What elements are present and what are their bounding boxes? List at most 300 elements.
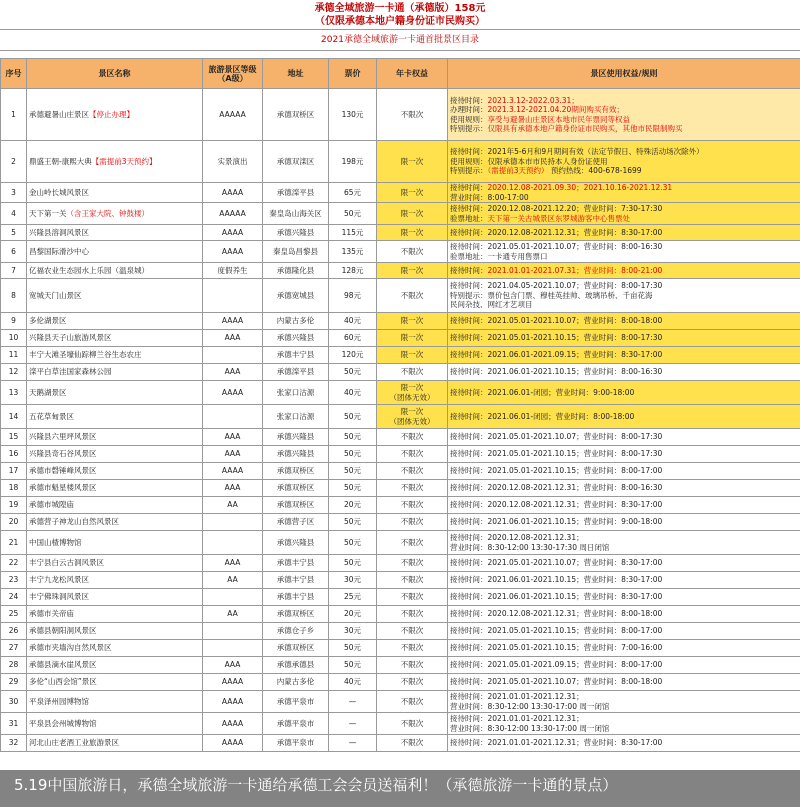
rule-line [450,266,798,276]
scenic-name-text: 平泉泽州园博物馆 [29,696,89,706]
cell-grade: AAAA [203,735,263,752]
rule-label: 接待时间： [450,626,488,636]
cell-index: 5 [1,225,27,241]
cell-index: 19 [1,497,27,514]
cell-grade: AAAA [203,674,263,691]
cell-scenic-name [27,555,203,572]
rule-value: 2021.05.01-2021.10.07；营业时间：8:30-17:00 [487,558,663,568]
rule-label: 验票地址： [450,213,488,223]
scenic-table [0,58,800,752]
scenic-name-text: 五花草甸景区 [29,411,74,421]
scenic-name-text: 承德市魁星楼风景区 [29,483,97,493]
cell-price: 20元 [329,497,377,514]
table-row [1,263,800,279]
column-header: 景区名称 [27,59,203,89]
cell-scenic-name [27,446,203,463]
rule-value: 2021.06.01-2021.10.15；营业时间：9:00-18:00 [487,517,663,527]
cell-address: 承德平泉市 [263,691,329,713]
cell-address: 承德双桥区 [263,463,329,480]
rule-line [450,157,798,167]
cell-address: 承德双桥区 [263,89,329,141]
rule-line [450,558,798,568]
cell-grade: AAAAA [203,89,263,141]
cell-address: 张家口沽源 [263,381,329,405]
rule-value: 2021.01.01-2021.12.31； [487,692,584,701]
cell-rules [448,263,800,279]
column-header: 地址 [263,59,329,89]
cell-scenic-name [27,313,203,330]
table-row [1,589,800,606]
cell-card-right: 不限次 [377,497,448,514]
rule-line [450,517,798,527]
rule-label: 营业时间： [450,723,488,733]
cell-rules [448,330,800,347]
scenic-name-text: 亿福农业生态园水上乐园（温泉城） [29,265,149,275]
rule-value: 2020.12.08-2021.12.31；营业时间：8:30-17:00 [487,227,663,237]
cell-rules [448,735,800,752]
cell-price: 40元 [329,674,377,691]
rule-label: 接待时间： [450,738,488,748]
rule-value: 2021.06.01-2021.10.15；营业时间：8:00-16:30 [487,367,663,377]
cell-rules [448,405,800,429]
rule-value: 2021.05.01-2021.10.15；营业时间：8:00-17:00 [487,626,663,636]
cell-card-right: 不限次 [377,364,448,381]
scenic-name-text: 天鹅湖景区 [29,387,67,397]
cell-card-right: 不限次 [377,713,448,735]
cell-price: 65元 [329,183,377,203]
cell-rules [448,225,800,241]
cell-rules [448,589,800,606]
scenic-name-text: 兴隆县溶洞风景区 [29,227,89,237]
rule-line [450,412,798,422]
cell-address: 内蒙古多伦 [263,674,329,691]
rule-label: 接待时间： [450,387,488,397]
rule-line [450,291,798,301]
rule-label: 接待时间： [450,517,488,527]
rule-line [450,252,798,262]
cell-card-right: 不限次 [377,89,448,141]
rule-line [450,228,798,238]
rule-label: 接待时间： [450,575,488,585]
table-row [1,429,800,446]
cell-rules [448,313,800,330]
cell-scenic-name [27,691,203,713]
scenic-name-text: 承德营子神龙山自然风景区 [29,517,119,527]
cell-price: 50元 [329,531,377,555]
table-row [1,735,800,752]
cell-price: 30元 [329,572,377,589]
rule-line [450,500,798,510]
table-row [1,313,800,330]
scenic-name-text: 兴隆县天子山旅游风景区 [29,333,112,343]
cell-grade [203,589,263,606]
table-row [1,623,800,640]
rule-label: 特别提示： [450,290,488,300]
image-caption: 5.19中国旅游日，承德全域旅游一卡通给承德工会会员送福利！（承德旅游一卡通的景点） [0,770,800,807]
cell-grade [203,623,263,640]
rule-line [450,432,798,442]
rule-value: 2021.3.12-2021.04.20期间购买有效； [487,105,624,114]
cell-card-right: 不限次 [377,279,448,313]
cell-card-right: 限一次 [377,141,448,183]
rule-label: 接待时间： [450,411,488,421]
column-header: 序号 [1,59,27,89]
rule-value: 2021.01.01-2021.12.31； [487,714,584,723]
cell-scenic-name [27,330,203,347]
cell-address: 张家口沽源 [263,405,329,429]
rule-line [450,592,798,602]
rule-value: 2020.12.08-2021.12.31；营业时间：8:00-18:00 [487,609,663,619]
scenic-name-text: 滦平白草洼国家森林公园 [29,367,112,377]
rule-line [450,242,798,252]
cell-card-right: 限一次 [377,225,448,241]
cell-grade: AAA [203,429,263,446]
table-row [1,713,800,735]
cell-scenic-name [27,405,203,429]
cell-index: 11 [1,347,27,364]
cell-address: 承德兴隆县 [263,531,329,555]
rule-line [450,483,798,493]
rule-line [450,543,798,553]
rule-label: 接待时间： [450,227,488,237]
cell-address: 秦皇岛昌黎县 [263,241,329,263]
cell-price: 50元 [329,203,377,225]
rule-value: 2021.05.01-2021.09.15；营业时间：8:00-17:00 [487,660,663,670]
cell-price: 198元 [329,141,377,183]
cell-address: 承德平泉市 [263,735,329,752]
cell-index: 9 [1,313,27,330]
cell-grade [203,514,263,531]
document-header [0,0,800,30]
cell-address: 承德隆化县 [263,263,329,279]
rule-label: 接待时间： [450,333,488,343]
scenic-name-note: 【需提前3天预约】 [91,156,157,166]
cell-rules [448,429,800,446]
table-row [1,183,800,203]
rule-value: 2020.12.08-2021.12.20；营业时间：7:30-17:30 [487,204,663,213]
table-row [1,497,800,514]
column-header: 票价 [329,59,377,89]
rule-value: 2021.04.05-2021.10.07；营业时间：8:00-17:30 [487,281,663,291]
cell-address: 承德双滦区 [263,141,329,183]
rule-line [450,643,798,653]
table-row [1,640,800,657]
cell-grade: AAA [203,330,263,347]
rule-label: 接待时间： [450,432,488,442]
scenic-name-text: 兴隆县六里坪风景区 [29,432,97,442]
rule-label: 接待时间： [450,558,488,568]
cell-index: 32 [1,735,27,752]
rule-value: 2021.05.01-2021.10.15；营业时间：8:00-17:30 [487,333,663,343]
cell-index: 6 [1,241,27,263]
header-title: 承德全域旅游一卡通（承德版）158元 [314,3,486,14]
scenic-name-text: 承德市夹墙沟自然风景区 [29,643,112,653]
cell-price: 40元 [329,313,377,330]
column-header: 年卡权益 [377,59,448,89]
rule-line [450,350,798,360]
rule-line [450,96,798,106]
scenic-name-text: 多伦“山西会馆”景区 [29,677,97,687]
rule-line [450,204,798,214]
cell-price: 30元 [329,623,377,640]
cell-index: 15 [1,429,27,446]
table-row [1,141,800,183]
cell-price: 120元 [329,347,377,364]
rule-label: 接待时间： [450,95,488,105]
cell-address: 承德丰宁县 [263,572,329,589]
rule-label: 接待时间： [450,367,488,377]
table-row [1,531,800,555]
cell-index: 16 [1,446,27,463]
rule-label: 接待时间： [450,281,488,291]
rule-line [450,105,798,115]
rule-label: 接待时间： [450,183,488,192]
rule-line [450,466,798,476]
rule-value: 天下第一关古城景区东罗城游客中心售票处 [487,213,630,223]
cell-card-right: 不限次 [377,606,448,623]
cell-price: 50元 [329,555,377,572]
cell-card-right: 不限次 [377,480,448,497]
cell-rules [448,555,800,572]
scenic-name-text: 承德市磬锤峰风景区 [29,466,97,476]
rule-label: 办理时间： [450,105,488,114]
rule-label: 营业时间： [450,542,488,552]
cell-address: 承德营子区 [263,514,329,531]
rule-value: 2021.05.01-2021.10.07；营业时间：8:00-16:30 [487,242,663,251]
cell-card-right: 限一次 [377,183,448,203]
cell-card-right: 限一次 [377,313,448,330]
cell-grade: AAAA [203,691,263,713]
table-row [1,480,800,497]
rule-value: 2021.06.01-闭园；营业时间：9:00-18:00 [487,387,635,397]
rule-label: 接待时间： [450,500,488,510]
rule-label: 接待时间： [450,316,488,326]
rule-label: 接待时间： [450,204,488,213]
cell-rules [448,446,800,463]
scenic-name-text: 承德市城隍庙 [29,500,74,510]
cell-rules [448,640,800,657]
cell-index: 23 [1,572,27,589]
cell-address: 承德宽城县 [263,279,329,313]
rule-value: 仅限承德本市市民持本人身份证使用 [487,156,608,166]
rule-label: 使用规则： [450,156,488,166]
scenic-name-text: 金山岭长城风景区 [29,187,89,197]
rule-value: 2020.12.08-2021.09.30；2021.10.16-2021.12.31 [487,183,673,192]
cell-price: 50元 [329,514,377,531]
rule-label: 接待时间： [450,466,488,476]
cell-scenic-name [27,572,203,589]
rule-line [450,449,798,459]
cell-address: 承德平泉市 [263,713,329,735]
table-row [1,674,800,691]
cell-card-right: 不限次 [377,531,448,555]
table-row [1,555,800,572]
cell-card-right: 不限次 [377,572,448,589]
cell-grade [203,640,263,657]
cell-index: 10 [1,330,27,347]
table-row [1,405,800,429]
rule-line [450,115,798,125]
cell-price: 50元 [329,463,377,480]
cell-scenic-name [27,674,203,691]
cell-address: 承德兴隆县 [263,446,329,463]
cell-rules [448,657,800,674]
scenic-name-text: 丰宁县白云古洞风景区 [29,558,104,568]
rule-label: 接待时间： [450,592,488,602]
rule-label: 接待时间： [450,147,488,157]
cell-index: 3 [1,183,27,203]
cell-index: 8 [1,279,27,313]
cell-scenic-name [27,183,203,203]
cell-address: 承德兴隆县 [263,429,329,446]
cell-index: 31 [1,713,27,735]
cell-card-right: 不限次 [377,735,448,752]
cell-index: 27 [1,640,27,657]
cell-rules [448,497,800,514]
cell-scenic-name [27,429,203,446]
cell-grade: AAA [203,480,263,497]
cell-scenic-name [27,589,203,606]
cell-rules [448,141,800,183]
rule-value: 票价包含门票、穆桂英挂帅、玻璃吊桥、千亩花海 [487,290,653,300]
rule-line [450,316,798,326]
cell-address: 承德双桥区 [263,640,329,657]
cell-grade: AAAA [203,313,263,330]
rule-line [450,214,798,224]
rule-line [450,724,798,734]
cell-scenic-name [27,480,203,497]
cell-index: 14 [1,405,27,429]
scenic-name-text: 承德县朝阳洞风景区 [29,626,97,636]
cell-scenic-name [27,203,203,225]
cell-address: 承德承德县 [263,657,329,674]
cell-scenic-name [27,141,203,183]
cell-address: 承德兴隆县 [263,330,329,347]
cell-grade [203,405,263,429]
rule-line [450,166,798,176]
scenic-name-text: 天下第一关 [29,208,67,218]
cell-index: 18 [1,480,27,497]
rule-value: 2021.3.12-2022.03.31； [487,95,579,105]
rule-label: 接待时间： [450,533,488,542]
cell-card-right: 限一次 [377,330,448,347]
rule-label: 验票地址： [450,251,488,261]
cell-price: 40元 [329,381,377,405]
cell-grade [203,531,263,555]
cell-scenic-name [27,364,203,381]
rule-value: 8:30-12:00 13:30-17:30 周日闭馆 [487,542,610,552]
scenic-name-text: 承德县滴水崖风景区 [29,660,97,670]
table-row [1,463,800,480]
cell-address: 承德兴隆县 [263,225,329,241]
cell-index: 13 [1,381,27,405]
table-header-row [1,59,800,89]
cell-grade: AA [203,497,263,514]
rule-line [450,714,798,724]
cell-scenic-name [27,241,203,263]
table-row [1,514,800,531]
rule-line [450,388,798,398]
cell-grade: AAAA [203,381,263,405]
scenic-name-text: 承德市关帝庙 [29,609,74,619]
rule-line [450,702,798,712]
cell-index: 4 [1,203,27,225]
rule-value: 2020.12.08-2021.12.31；营业时间：8:30-17:00 [487,500,663,510]
cell-grade: AAAA [203,463,263,480]
cell-card-right: 不限次 [377,555,448,572]
cell-rules [448,279,800,313]
cell-card-right: 限一次 [377,263,448,279]
cell-rules [448,623,800,640]
cell-price: 20元 [329,606,377,623]
cell-card-right: 不限次 [377,589,448,606]
cell-grade: AAA [203,364,263,381]
scenic-name-text: 丰宁大滩圣壕仙踪柳兰谷生态农庄 [29,350,142,360]
cell-address: 承德丰宁县 [263,347,329,364]
cell-rules [448,203,800,225]
rule-value: 2021.06.01-2021.10.15；营业时间：8:30-17:00 [487,575,663,585]
table-body [1,89,800,752]
cell-rules [448,674,800,691]
rule-line [450,660,798,670]
cell-address: 承德滦平县 [263,364,329,381]
rule-value: 民间杂技、网红才艺项目 [450,300,533,310]
cell-price: 98元 [329,279,377,313]
cell-scenic-name [27,640,203,657]
rule-value: 一卡通专用售票口 [487,251,548,261]
cell-price: 50元 [329,657,377,674]
rule-value: 8:30-12:00 13:30-17:00 周一闭馆 [487,723,610,733]
cell-grade: AAAA [203,225,263,241]
cell-index: 21 [1,531,27,555]
rule-value: 2021年5-6月和9月期间有效（法定节假日、特殊活动场次除外） [487,147,704,157]
cell-index: 12 [1,364,27,381]
cell-card-right: 不限次 [377,241,448,263]
cell-scenic-name [27,606,203,623]
cell-index: 7 [1,263,27,279]
scenic-name-note: （含王家大院、钟鼓楼） [66,208,149,218]
rule-label: 接待时间： [450,609,488,619]
cell-scenic-name [27,497,203,514]
table-row [1,606,800,623]
scenic-name-text: 昌黎国际滑沙中心 [29,246,89,256]
rule-value: 2021.05.01-2021.10.15；营业时间：7:00-16:00 [487,643,663,653]
cell-address: 承德仓子乡 [263,623,329,640]
rule-value: 2021.01.01-2021.07.31；营业时间：8:00-21:00 [487,265,663,275]
cell-price: — [329,713,377,735]
rule-value: 2021.05.01-2021.10.07；营业时间：8:00-18:00 [487,677,663,687]
rule-label: 接待时间： [450,677,488,687]
cell-grade: AA [203,606,263,623]
cell-grade: AAA [203,446,263,463]
scenic-name-text: 承德避暑山庄景区 [29,109,89,119]
scenic-name-text: 丰宁佛珠洞风景区 [29,592,89,602]
cell-price: 50元 [329,405,377,429]
cell-index: 28 [1,657,27,674]
scenic-name-text: 宽城天门山景区 [29,290,82,300]
cell-index: 20 [1,514,27,531]
cell-scenic-name [27,713,203,735]
document-subtitle: 2021承德全域旅游一卡通首批景区目录 [0,30,800,51]
cell-grade [203,347,263,364]
cell-index: 24 [1,589,27,606]
table-row [1,225,800,241]
cell-scenic-name [27,381,203,405]
rule-label: 接待时间： [450,660,488,670]
cell-price: 50元 [329,446,377,463]
cell-rules [448,713,800,735]
rule-value: 2021.05.01-2021.10.15；营业时间：8:00-17:30 [487,449,663,459]
